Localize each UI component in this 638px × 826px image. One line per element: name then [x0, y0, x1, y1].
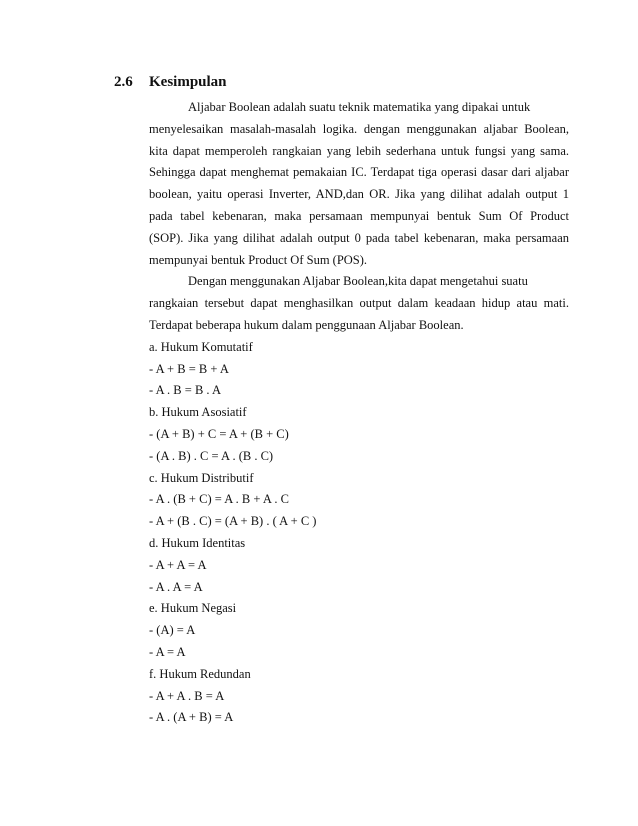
paragraph1-line: pada tabel kebenaran, maka persamaan mempunyai bentuk Sum Of Product — [149, 208, 569, 223]
law-rule: - (A . B) . C = A . (B . C) — [149, 448, 274, 463]
law-rule: - A . A = A — [149, 579, 203, 594]
law-rule: - A + (B . C) = (A + B) . ( A + C ) — [149, 514, 317, 529]
law-rule: - (A) = A — [149, 623, 196, 638]
law-rule: - (A + B) + C = A + (B + C) — [149, 426, 289, 441]
law-heading-identitas: d. Hukum Identitas — [149, 535, 246, 550]
law-heading-komutatif: a. Hukum Komutatif — [149, 339, 253, 354]
law-rule: - A = A — [149, 644, 186, 659]
section-number: 2.6 — [114, 74, 133, 90]
law-rule: - A + A . B = A — [149, 688, 225, 703]
law-heading-distributif: c. Hukum Distributif — [149, 470, 254, 485]
paragraph1-line: Sehingga dapat menghemat pemakaian IC. Terdapat tiga operasi dasar dari aljabar — [149, 165, 569, 180]
law-heading-asosiatif: b. Hukum Asosiatif — [149, 405, 247, 420]
law-heading-redundan: f. Hukum Redundan — [149, 666, 251, 681]
section-body — [149, 97, 569, 729]
paragraph2-line: Dengan menggunakan Aljabar Boolean,kita dapat mengetahui suatu — [188, 274, 528, 289]
paragraph1-line: boolean, yaitu operasi Inverter, AND,dan OR. Jika yang dilihat adalah output 1 — [149, 187, 569, 202]
law-rule: - A . (A + B) = A — [149, 710, 234, 725]
paragraph1-line: Aljabar Boolean adalah suatu teknik matematika yang dipakai untuk — [188, 100, 531, 114]
paragraph1-line: menyelesaikan masalah-masalah logika. dengan menggunakan aljabar Boolean, — [149, 121, 569, 136]
paragraph1-line: (SOP). Jika yang dilihat adalah output 0 pada tabel kebenaran, maka persamaan — [149, 230, 569, 245]
law-rule: - A + A = A — [149, 557, 207, 572]
law-heading-negasi: e. Hukum Negasi — [149, 601, 237, 616]
section-title: Kesimpulan — [149, 74, 227, 90]
paragraph2-line: rangkaian tersebut dapat menghasilkan output dalam keadaan hidup atau mati. — [149, 296, 569, 311]
law-rule: - A + B = B + A — [149, 361, 229, 376]
law-rule: - A . B = B . A — [149, 383, 221, 398]
paragraph1-line: kita dapat memperoleh rangkaian yang lebih sederhana untuk fungsi yang sama. — [149, 143, 569, 158]
law-rule: - A . (B + C) = A . B + A . C — [149, 492, 289, 507]
section-heading — [114, 72, 227, 92]
paragraph1-line: mempunyai bentuk Product Of Sum (POS). — [149, 252, 368, 267]
paragraph2-line: Terdapat beberapa hukum dalam penggunaan Aljabar Boolean. — [149, 317, 464, 332]
